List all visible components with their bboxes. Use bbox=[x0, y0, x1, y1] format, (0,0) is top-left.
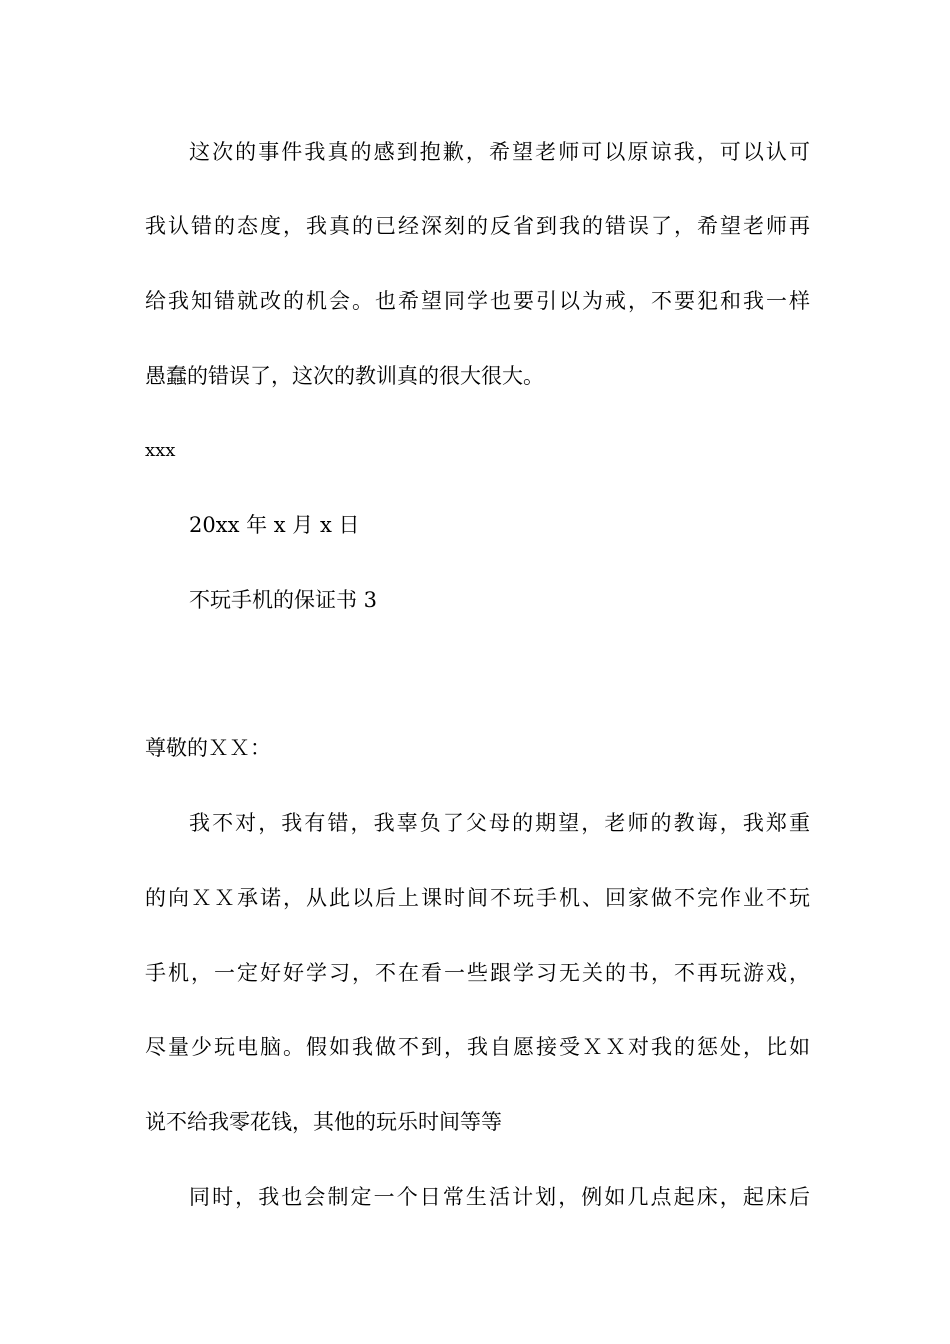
paragraph-line: 这次的事件我真的感到抱歉，希望老师可以原谅我，可以认可 bbox=[189, 140, 810, 164]
paragraph-line: 给我知错就改的机会。也希望同学也要引以为戒，不要犯和我一样 bbox=[145, 289, 810, 313]
paragraph-line: 同时，我也会制定一个日常生活计划，例如几点起床，起床后 bbox=[189, 1185, 810, 1209]
paragraph-line: 尽量少玩电脑。假如我做不到，我自愿接受ＸＸ对我的惩处，比如 bbox=[145, 1035, 810, 1059]
paragraph-line: 的向ＸＸ承诺，从此以后上课时间不玩手机、回家做不完作业不玩 bbox=[145, 886, 810, 910]
paragraph-line: 说不给我零花钱，其他的玩乐时间等等 bbox=[145, 1110, 502, 1134]
paragraph-line: 我不对，我有错，我辜负了父母的期望，老师的教诲，我郑重 bbox=[189, 811, 810, 835]
signature-date: 20xx 年 x 月 x 日 bbox=[189, 513, 360, 537]
paragraph-line: 手机，一定好好学习，不在看一些跟学习无关的书，不再玩游戏， bbox=[145, 961, 810, 985]
salutation: 尊敬的ＸＸ： bbox=[145, 736, 271, 760]
section-title: 不玩手机的保证书 3 bbox=[189, 588, 378, 612]
paragraph-line: 我认错的态度，我真的已经深刻的反省到我的错误了，希望老师再 bbox=[145, 214, 810, 238]
signature-name: xxx bbox=[145, 440, 176, 461]
paragraph-line: 愚蠢的错误了，这次的教训真的很大很大。 bbox=[145, 364, 544, 388]
